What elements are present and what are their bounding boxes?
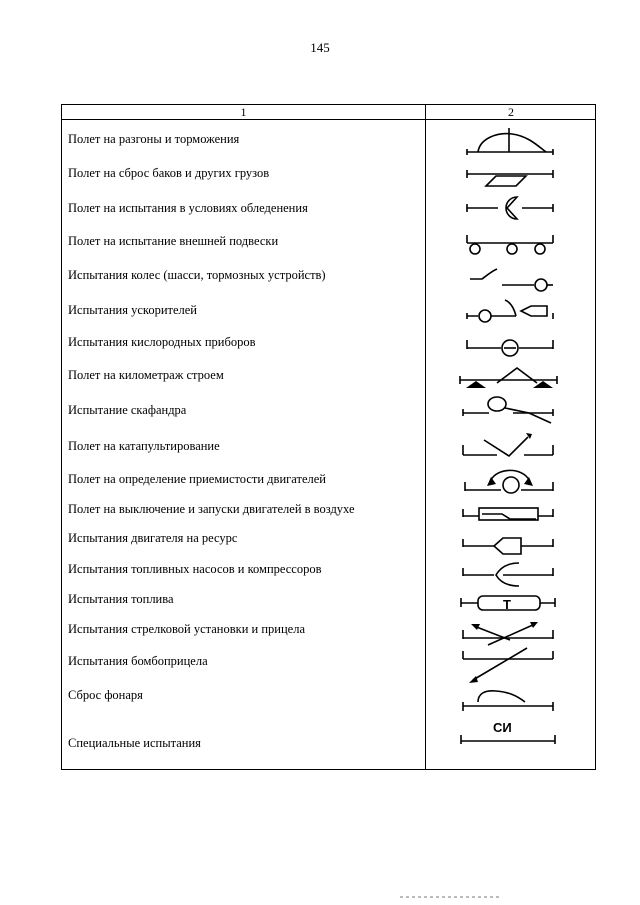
accel-decel-icon xyxy=(467,128,553,155)
fuel-symbol-letter: Т xyxy=(503,597,511,612)
row-label: Испытания топливных насосов и компрессоров xyxy=(68,562,322,576)
column-header-1: 1 xyxy=(240,105,247,119)
row-label: Полет на выключение и запуски двигателей в воздухе xyxy=(68,502,355,516)
row-label: Испытания стрелковой установки и прицела xyxy=(68,622,306,636)
row-label: Полет на катапультирование xyxy=(68,439,220,453)
ejection-icon xyxy=(463,433,553,456)
row-label: Испытания колес (шасси, тормозных устройств) xyxy=(68,268,326,282)
row-label: Полет на сброс баков и других грузов xyxy=(68,166,270,180)
special-symbol-letters: СИ xyxy=(493,720,512,735)
row-label: Испытания бомбоприцела xyxy=(68,654,208,668)
row-label: Полет на испытания в условиях обледенения xyxy=(68,201,308,215)
page-number: 145 xyxy=(310,40,330,55)
row-label: Испытания топлива xyxy=(68,592,174,606)
special-test-icon xyxy=(461,720,555,744)
gun-sight-icon xyxy=(463,622,553,645)
row-label: Полет на разгоны и торможения xyxy=(68,132,240,146)
booster-icon xyxy=(467,300,553,322)
wheel-test-icon xyxy=(470,269,553,291)
row-label: Испытания ускорителей xyxy=(68,303,197,317)
icing-icon xyxy=(467,197,553,219)
fuel-pump-icon xyxy=(463,563,553,586)
row-label: Испытания кислородных приборов xyxy=(68,335,256,349)
bombsight-icon xyxy=(463,648,553,683)
engine-life-icon xyxy=(463,538,553,554)
formation-mileage-icon xyxy=(460,368,557,388)
engine-response-icon xyxy=(465,470,553,493)
column-header-2: 2 xyxy=(508,105,514,119)
spacesuit-icon xyxy=(463,397,553,423)
tank-drop-icon xyxy=(467,170,553,186)
oxygen-device-icon xyxy=(467,340,553,356)
row-label: Сброс фонаря xyxy=(68,688,143,702)
row-label: Специальные испытания xyxy=(68,736,201,750)
engine-restart-icon xyxy=(463,508,553,520)
fuel-test-icon xyxy=(461,596,555,612)
row-label: Испытания двигателя на ресурс xyxy=(68,531,238,545)
row-label: Полет на испытание внешней подвески xyxy=(68,234,279,248)
row-label: Полет на определение приемистости двигателей xyxy=(68,472,326,486)
row-label: Испытание скафандра xyxy=(68,403,187,417)
row-label: Полет на километраж строем xyxy=(68,368,224,382)
canopy-jettison-icon xyxy=(463,691,553,711)
external-sling-icon xyxy=(467,235,553,254)
scan-artifact xyxy=(400,896,500,898)
